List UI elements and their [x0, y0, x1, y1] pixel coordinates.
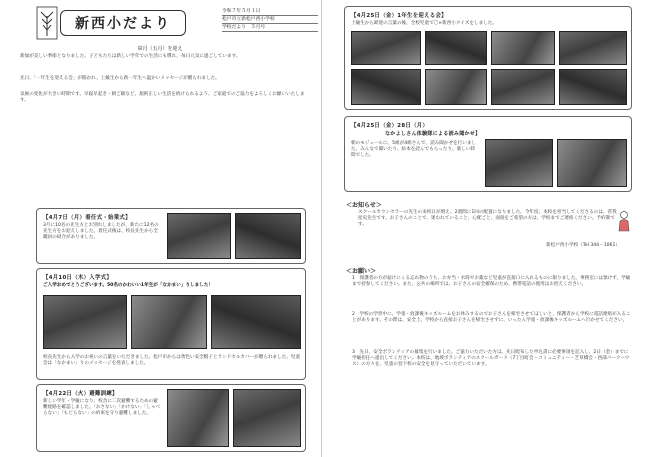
- photo-welcome-6: [425, 69, 487, 105]
- box-text: 朝のモジュールに、5組が4組さんで、読み聞かせを行いました。みんなで聞いたり、絵本を読んでもらったり、楽しい時間でした。: [351, 141, 477, 159]
- issue-number: 学校だより ５月号: [222, 24, 318, 32]
- box-title: 【4月25日（金）1年生を迎える会】: [351, 13, 447, 19]
- box-text: 上級生から歓迎の言葉の後、全校児童で〇×新西小クイズをしました。: [351, 21, 497, 26]
- box-title: 【4月7日（月）着任式・始業式】: [43, 215, 131, 221]
- newsletter-meta: [222, 8, 318, 32]
- newsletter-title: 新西小だより: [60, 10, 186, 36]
- photo-entrance-2: [131, 295, 207, 349]
- notice-heading: ＜お知らせ＞: [346, 202, 382, 209]
- box-subtitle: なかよしさん体験隊による読み聞かせ】: [385, 131, 481, 137]
- box-subtitle: ご入学おめでとうございます。50名のかわいい1年生が「なかまい」りしました！: [43, 283, 214, 288]
- intro-heading: 皐月（五月）を迎え: [137, 46, 183, 52]
- photo-welcome-5: [351, 69, 421, 105]
- issue-date: 令和７年５月１日: [222, 8, 318, 16]
- school-name: 松戸市立新松戸西小学校: [222, 16, 318, 24]
- photo-drill-2: [233, 389, 301, 447]
- photo-welcome-2: [425, 31, 487, 65]
- photo-welcome-1: [351, 31, 421, 65]
- box-title: 【4月10日（木）入学式】: [43, 275, 113, 281]
- intro-paragraph-1: 新緑が美しい季節となりました。子どもたちは新しい学年での生活にも慣れ、毎日元気に過ごしています。: [20, 54, 241, 59]
- photo-entrance-1: [43, 295, 127, 349]
- photo-welcome-8: [559, 69, 627, 105]
- box-text: 新しい学年・学級になり、校舎に二次避難するための避難経路を確認しました。「おさない」「かけない」「しゃべらない」「もどらない」の約束を守り避難しました。: [43, 399, 161, 417]
- photo-welcome-7: [491, 69, 555, 105]
- report-box-evacuation-drill: [36, 384, 306, 452]
- box-text: 3月に10名の先生方とお別れしましたが、新たに12名の先生方をお迎えしました。着任式後は、校長先生から全職員の紹介がありました。: [43, 223, 159, 241]
- counselor-illustration-icon: [616, 210, 632, 232]
- photo-entrance-3: [211, 295, 301, 349]
- notice-contact: 新松戸西小学校（Tel 344－1061）: [546, 243, 620, 248]
- report-box-welcome-first-graders: [344, 6, 632, 110]
- report-box-entrance-ceremony: [36, 268, 306, 380]
- photo-reading-2: [557, 139, 627, 187]
- request-item-1: 1 保護者の方が届けにくる忘れ物のうち、お弁当・水筒やお薬など児童が直接口に入れるものに限りました。事務室には預けず、学級まで持参してください。また、公共の場所では、お子さんの安全確保のため、携帯電話の使用はお控えください。: [352, 276, 631, 288]
- notice-text: スクールカウンセラーの先生の来校日が増え、2週間に1回の配置になりました。今年度、本校を担当してくださるのは、菅我屋史先生です。お子さんのことで、迷われていること、心配ごと、面接をご希望の方は、学校までご連絡ください。予約制です。: [358, 210, 617, 228]
- photo-drill-1: [167, 389, 229, 447]
- photo-reading-1: [485, 139, 553, 187]
- photo-welcome-4: [559, 31, 627, 65]
- box-title: 【4月25日（金）28日（月）: [351, 123, 429, 129]
- newsletter-header: [36, 6, 316, 44]
- intro-paragraph-3: 気候の変化が大きい時期です。早寝早起き・朝ご飯など、規則正しい生活を続けられるよう、ご家庭でのご協力をよろしくお願いいたします。: [20, 92, 305, 104]
- photo-ceremony-1: [167, 213, 231, 259]
- intro-paragraph-2: 先日、「一年生を迎える会」が開かれ、上級生から新一年生へ温かいメッセージが贈られました。: [20, 76, 220, 81]
- left-page: [0, 0, 322, 457]
- request-item-2: 2 学校の学習中に、学童・放課後キッズルームをお休みするのでお子さんを帰宅させてほしいと、保護者から学校に電話連絡が入ることがあります。その際は、安全上、学校から直接お子さんを帰宅させずに、いったん学童・放課後キッズルームへ行かせてください。: [352, 312, 631, 324]
- school-logo-icon: [36, 6, 58, 40]
- photo-ceremony-2: [235, 213, 301, 259]
- report-box-reading-aloud: [344, 116, 632, 192]
- request-item-3: 3 先日、安全ボランティアの募集を行いました。ご協力いただいた方は、先日配布した申込書に必要事項を記入し、2日（金）までに学級担任へ提出してください。本校は、地域ボランティアのスクールガード（7丁目町会・コミュニティー・芝草橋会・西部パークハウス）の方々を、児童の登下校の安全を見守っていただいています。: [352, 350, 630, 368]
- photo-welcome-3: [491, 31, 555, 65]
- report-box-opening-ceremony: [36, 208, 306, 264]
- box-text: 校長先生から入学のお祝いの言葉をいただきました。松戸市からは黄色い安全帽子とランドセルカバーが贈られました。児童会は「なかまい」りのメッセージを発表しました。: [43, 355, 301, 367]
- request-heading: ＜お願い＞: [346, 268, 377, 275]
- box-title: 【4月22日（火）避難訓練】: [43, 391, 118, 397]
- right-page: [324, 0, 648, 457]
